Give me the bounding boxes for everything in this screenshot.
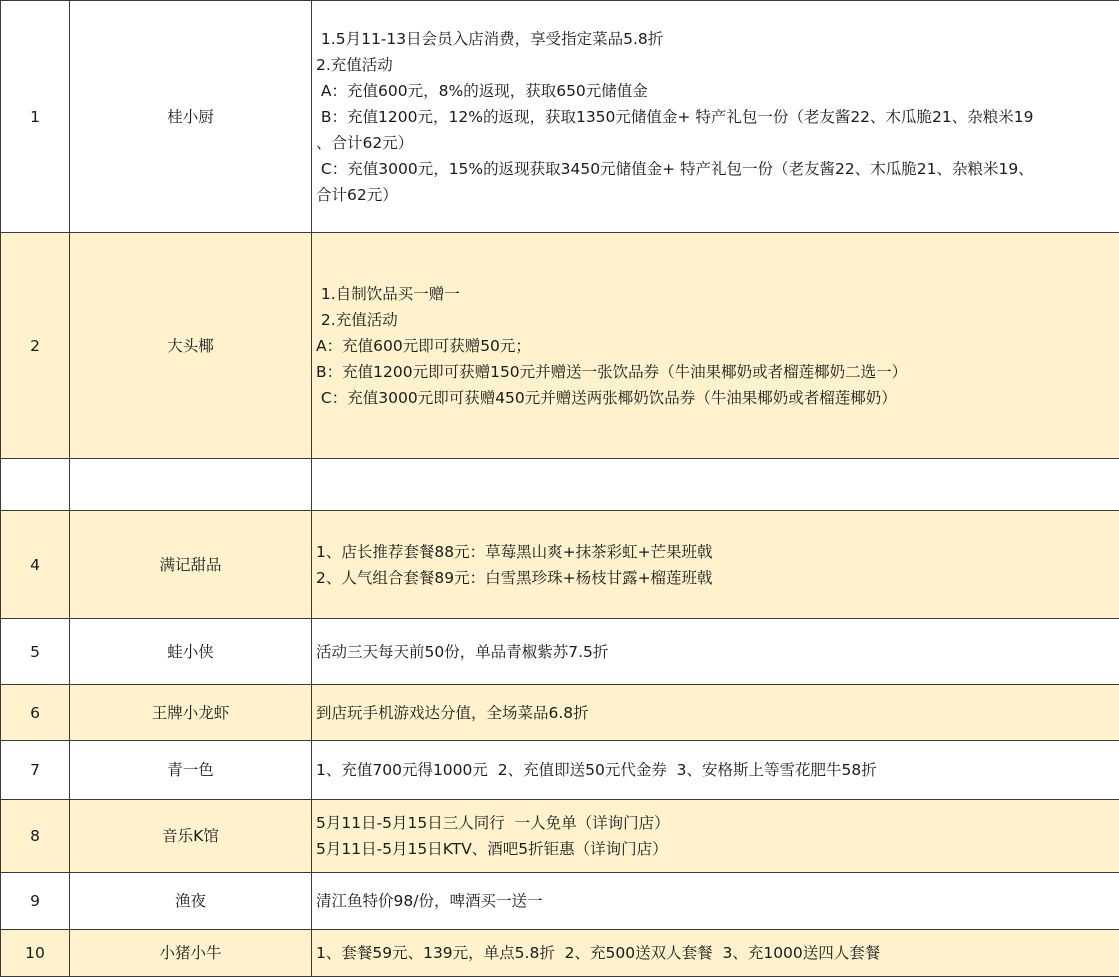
promotion-line: C：充值3000元即可获赠450元并赠送两张椰奶饮品券（牛油果椰奶或者榴莲椰奶） — [316, 385, 1115, 411]
shop-name: 小猪小牛 — [70, 930, 312, 977]
promotion-line: 、合计62元） — [316, 130, 1115, 156]
promotion-details — [312, 685, 1119, 741]
table-row — [1, 459, 1119, 511]
promotion-line: A：充值600元，8%的返现，获取650元储值金 — [316, 78, 1115, 104]
promotion-details — [312, 233, 1119, 459]
row-number: 2 — [1, 233, 70, 459]
promotion-line: 1、店长推荐套餐88元：草莓黑山爽+抹茶彩虹+芒果班戟 — [316, 539, 1115, 565]
shop-name: 蛙小侠 — [70, 619, 312, 685]
shop-name: 满记甜品 — [70, 511, 312, 619]
table-row — [1, 873, 1119, 930]
promotion-details — [312, 459, 1119, 511]
promotion-details — [312, 1, 1119, 233]
table-row — [1, 511, 1119, 619]
promotion-line: 5月11日-5月15日三人同行 一人免单（详询门店） — [316, 810, 1115, 836]
shop-name: 音乐K馆 — [70, 800, 312, 873]
shop-name — [70, 459, 312, 511]
promotion-line: A：充值600元即可获赠50元； — [316, 333, 1115, 359]
promotion-details — [312, 741, 1119, 800]
promotion-line: B：充值1200元即可获赠150元并赠送一张饮品券（牛油果椰奶或者榴莲椰奶二选一） — [316, 359, 1115, 385]
table-row — [1, 685, 1119, 741]
promotion-line: 1、套餐59元、139元，单点5.8折 2、充500送双人套餐 3、充1000送四人套餐 — [316, 940, 1115, 966]
table-row — [1, 930, 1119, 977]
promotion-line: 到店玩手机游戏达分值，全场菜品6.8折 — [316, 700, 1115, 726]
promotion-line: 2、人气组合套餐89元：白雪黑珍珠+杨枝甘露+榴莲班戟 — [316, 565, 1115, 591]
shop-name: 大头椰 — [70, 233, 312, 459]
promotion-details — [312, 511, 1119, 619]
promotions-table-body — [1, 1, 1119, 977]
promotion-details — [312, 873, 1119, 930]
table-row — [1, 800, 1119, 873]
promotion-line: B：充值1200元，12%的返现，获取1350元储值金+ 特产礼包一份（老友酱22、木瓜脆21、杂粮米19 — [316, 104, 1115, 130]
promotion-line: 2.充值活动 — [316, 307, 1115, 333]
promotion-line: 1.5月11-13日会员入店消费，享受指定菜品5.8折 — [316, 26, 1115, 52]
promotion-details — [312, 930, 1119, 977]
promotion-line: 清江鱼特价98/份，啤酒买一送一 — [316, 888, 1115, 914]
shop-name: 青一色 — [70, 741, 312, 800]
row-number: 1 — [1, 1, 70, 233]
row-number: 7 — [1, 741, 70, 800]
row-number: 10 — [1, 930, 70, 977]
promotion-line: 合计62元） — [316, 182, 1115, 208]
row-number: 6 — [1, 685, 70, 741]
row-number: 8 — [1, 800, 70, 873]
promotion-line: C：充值3000元，15%的返现获取3450元储值金+ 特产礼包一份（老友酱22、木瓜脆21、杂粮米19、 — [316, 156, 1115, 182]
table-row — [1, 741, 1119, 800]
promotion-line: 1、充值700元得1000元 2、充值即送50元代金券 3、安格斯上等雪花肥牛58折 — [316, 757, 1115, 783]
table-row — [1, 1, 1119, 233]
row-number: 9 — [1, 873, 70, 930]
shop-name: 渔夜 — [70, 873, 312, 930]
table-row — [1, 233, 1119, 459]
shop-name: 桂小厨 — [70, 1, 312, 233]
promotion-line: 1.自制饮品买一赠一 — [316, 281, 1115, 307]
promotion-line: 活动三天每天前50份，单品青椒紫苏7.5折 — [316, 639, 1115, 665]
promotion-line: 5月11日-5月15日KTV、酒吧5折钜惠（详询门店） — [316, 836, 1115, 862]
shop-name: 王牌小龙虾 — [70, 685, 312, 741]
table-row — [1, 619, 1119, 685]
row-number: 5 — [1, 619, 70, 685]
promotion-details — [312, 619, 1119, 685]
promotion-details — [312, 800, 1119, 873]
row-number — [1, 459, 70, 511]
row-number: 4 — [1, 511, 70, 619]
promotion-line: 2.充值活动 — [316, 52, 1115, 78]
